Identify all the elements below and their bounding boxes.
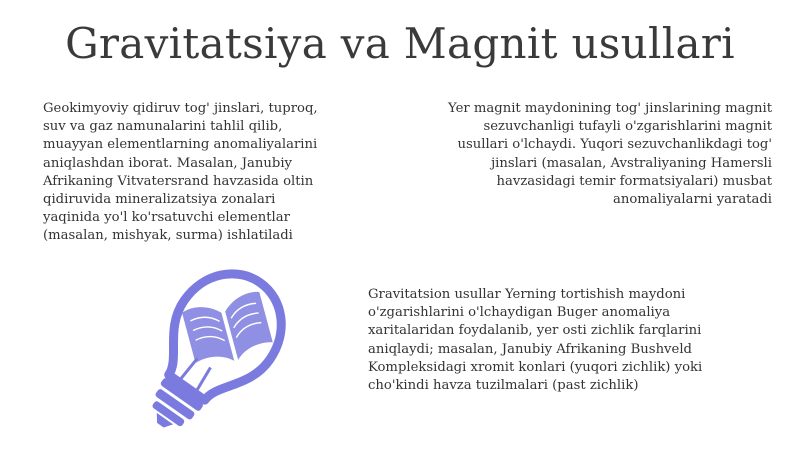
text-line: jinslari (masalan, Avstraliyaning Hamersli — [491, 155, 772, 171]
text-line: xaritalaridan foydalanib, yer osti zichlik farqlarini — [368, 323, 702, 339]
text-line: aniqlaydi; masalan, Janubiy Afrikaning Bushveld — [368, 341, 692, 357]
text-line: Gravitatsion usullar Yerning tortishish maydoni — [368, 287, 686, 302]
text-line: usullari o'lchaydi. Yuqori sezuvchanlikdagi tog' — [457, 137, 772, 153]
text-block-magnetic — [448, 100, 772, 209]
text-line: suv va gaz namunalarini tahlil qilib, — [43, 119, 283, 135]
text-line: Afrikaning Vitvatersrand havzasida oltin — [43, 173, 314, 189]
text-line: anomaliyalarni yaratadi — [613, 192, 772, 208]
text-line: qidiruvida mineralizatsiya zonalari — [43, 192, 276, 208]
text-line: sezuvchanligi tufayli o'zgarishlarini magnit — [483, 119, 772, 135]
text-line: Geokimyoviy qidiruv tog' jinslari, tuproq, — [43, 101, 318, 116]
text-block-geochemistry — [43, 100, 318, 246]
text-line: o'zgarishlarini o'lchaydigan Buger anomaliya — [368, 305, 671, 321]
text-line: yaqinida yo'l ko'rsatuvchi elementlar — [43, 210, 290, 226]
text-line: aniqlashdan iborat. Masalan, Janubiy — [43, 155, 292, 171]
text-line: cho'kindi havza tuzilmalari (past zichlik) — [368, 378, 639, 394]
slide-title: Gravitatsiya va Magnit usullari — [65, 19, 735, 68]
text-line: muayyan elementlarning anomaliyalarini — [43, 137, 318, 153]
text-line: Kompleksidagi xromit konlari (yuqori zichlik) yoki — [368, 359, 703, 375]
text-line: Yer magnit maydonining tog' jinslarining magnit — [448, 101, 772, 116]
text-line: (masalan, mishyak, surma) ishlatiladi — [43, 228, 293, 244]
text-line: havzasidagi temir formatsiyalari) musbat — [496, 173, 772, 189]
text-block-gravity — [368, 286, 702, 395]
lightbulb-book-icon — [128, 250, 313, 450]
